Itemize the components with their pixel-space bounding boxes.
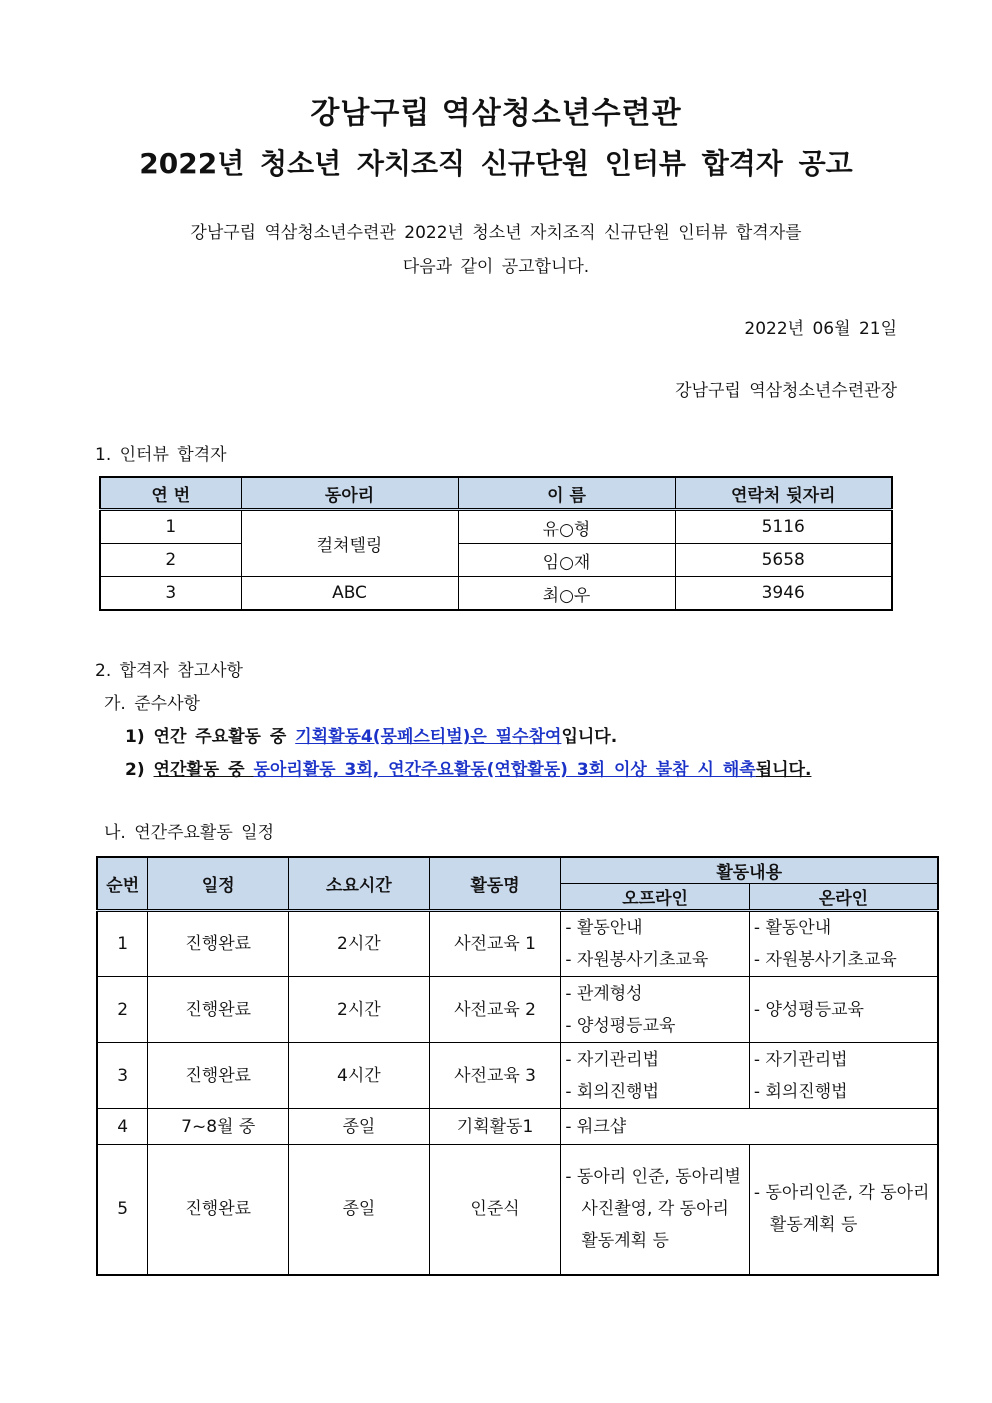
rule-1-highlight: 기획활동4(몽페스티벌)은 필수참여 (295, 727, 562, 747)
cell-duration: 종일 (289, 1109, 430, 1145)
col-activity: 활동명 (429, 857, 561, 911)
cell-club: ABC (241, 577, 458, 611)
cell-schedule: 7~8월 중 (148, 1109, 289, 1145)
list-item: - 동아리 인준, 동아리별 사진촬영, 각 동아리 활동계획 등 (565, 1167, 741, 1252)
rule-2-underlined: 연간활동 중 (153, 760, 254, 780)
passers-table (99, 476, 893, 611)
cell-online (749, 977, 938, 1043)
col-content: 활동내용 (561, 857, 938, 884)
col-name: 이 름 (458, 477, 675, 510)
table-header-row (100, 477, 892, 510)
cell-name: 최○우 (458, 577, 675, 611)
title-line-2: 2022년 청소년 자치조직 신규단원 인터뷰 합격자 공고 (139, 147, 853, 180)
cell-no: 1 (97, 911, 148, 977)
col-duration: 소요시간 (289, 857, 430, 911)
section2-heading: 2. 합격자 참고사항 (95, 661, 243, 681)
announcement-date: 2022년 06월 21일 (744, 319, 897, 339)
list-item: - 회의진행법 (753, 1081, 848, 1102)
col-online: 온라인 (749, 884, 938, 911)
list-item: - 자기관리법 (565, 1049, 660, 1070)
table-row (97, 911, 938, 977)
table-row (97, 977, 938, 1043)
table-header-row (97, 857, 938, 884)
list-item: - 동아리인준, 각 동아리 활동계획 등 (753, 1183, 930, 1236)
cell-activity: 사전교육 2 (429, 977, 561, 1043)
list-item: - 양성평등교육 (565, 1015, 676, 1036)
cell-phone: 3946 (675, 577, 892, 611)
cell-no: 3 (97, 1043, 148, 1109)
table-row (100, 544, 892, 577)
rule-1 (125, 722, 617, 747)
table-row (97, 1145, 938, 1275)
col-offline: 오프라인 (561, 884, 750, 911)
list-item: - 워크샵 (565, 1116, 627, 1137)
rule-2-prefix: 2) (125, 760, 154, 780)
table-row (97, 1043, 938, 1109)
list-item: - 자원봉사기초교육 (565, 950, 709, 970)
intro-text (0, 216, 992, 284)
table-row (100, 577, 892, 611)
signer: 강남구립 역삼청소년수련관장 (675, 381, 897, 401)
cell-content-merged (561, 1109, 938, 1145)
cell-offline (561, 911, 750, 977)
col-no: 연 번 (100, 477, 241, 510)
intro-line-2: 다음과 같이 공고합니다. (402, 257, 590, 277)
cell-schedule: 진행완료 (148, 1145, 289, 1275)
section1-heading: 1. 인터뷰 합격자 (95, 445, 227, 465)
col-club: 동아리 (241, 477, 458, 510)
cell-phone: 5658 (675, 544, 892, 577)
cell-duration: 4시간 (289, 1043, 430, 1109)
cell-no: 2 (100, 544, 241, 577)
rule-2-suffix: 됩니다. (755, 760, 812, 780)
rule-1-prefix: 1) 연간 주요활동 중 (125, 727, 296, 747)
cell-no: 4 (97, 1109, 148, 1145)
cell-schedule: 진행완료 (148, 977, 289, 1043)
subsection-b-heading: 나. 연간주요활동 일정 (104, 823, 275, 843)
list-item: - 활동안내 (565, 918, 643, 938)
cell-online (749, 1043, 938, 1109)
cell-duration: 2시간 (289, 911, 430, 977)
cell-no: 5 (97, 1145, 148, 1275)
col-no: 순번 (97, 857, 148, 911)
cell-online (749, 911, 938, 977)
table-row (100, 510, 892, 544)
list-item: - 활동안내 (753, 918, 832, 938)
list-item: - 관계형성 (565, 983, 643, 1004)
cell-no: 3 (100, 577, 241, 611)
cell-schedule: 진행완료 (148, 911, 289, 977)
cell-phone: 5116 (675, 510, 892, 544)
list-item: - 회의진행법 (565, 1081, 660, 1102)
col-phone: 연락처 뒷자리 (675, 477, 892, 510)
col-schedule: 일정 (148, 857, 289, 911)
cell-offline (561, 977, 750, 1043)
rule-1-suffix: 입니다. (561, 727, 618, 747)
cell-activity: 기획활동1 (429, 1109, 561, 1145)
title-line-1: 강남구립 역삼청소년수련관 (310, 96, 682, 131)
cell-name: 임○재 (458, 544, 675, 577)
schedule-table (96, 856, 939, 1276)
rule-2 (125, 755, 811, 780)
cell-name: 유○형 (458, 510, 675, 544)
rule-2-highlight: 동아리활동 3회, 연간주요활동(연합활동) 3회 이상 불참 시 해촉 (253, 760, 756, 780)
cell-duration: 종일 (289, 1145, 430, 1275)
cell-activity: 사전교육 1 (429, 911, 561, 977)
cell-online (749, 1145, 938, 1275)
cell-offline (561, 1043, 750, 1109)
list-item: - 양성평등교육 (753, 999, 864, 1020)
cell-no: 1 (100, 510, 241, 544)
cell-schedule: 진행완료 (148, 1043, 289, 1109)
list-item: - 자원봉사기초교육 (753, 950, 897, 970)
cell-duration: 2시간 (289, 977, 430, 1043)
cell-offline (561, 1145, 750, 1275)
table-row (97, 1109, 938, 1145)
list-item: - 자기관리법 (753, 1049, 848, 1070)
cell-activity: 인준식 (429, 1145, 561, 1275)
subsection-a-heading: 가. 준수사항 (104, 694, 200, 714)
cell-no: 2 (97, 977, 148, 1043)
cell-activity: 사전교육 3 (429, 1043, 561, 1109)
cell-club: 컬쳐텔링 (241, 510, 458, 577)
intro-line-1: 강남구립 역삼청소년수련관 2022년 청소년 자치조직 신규단원 인터뷰 합격자를 (190, 223, 802, 243)
